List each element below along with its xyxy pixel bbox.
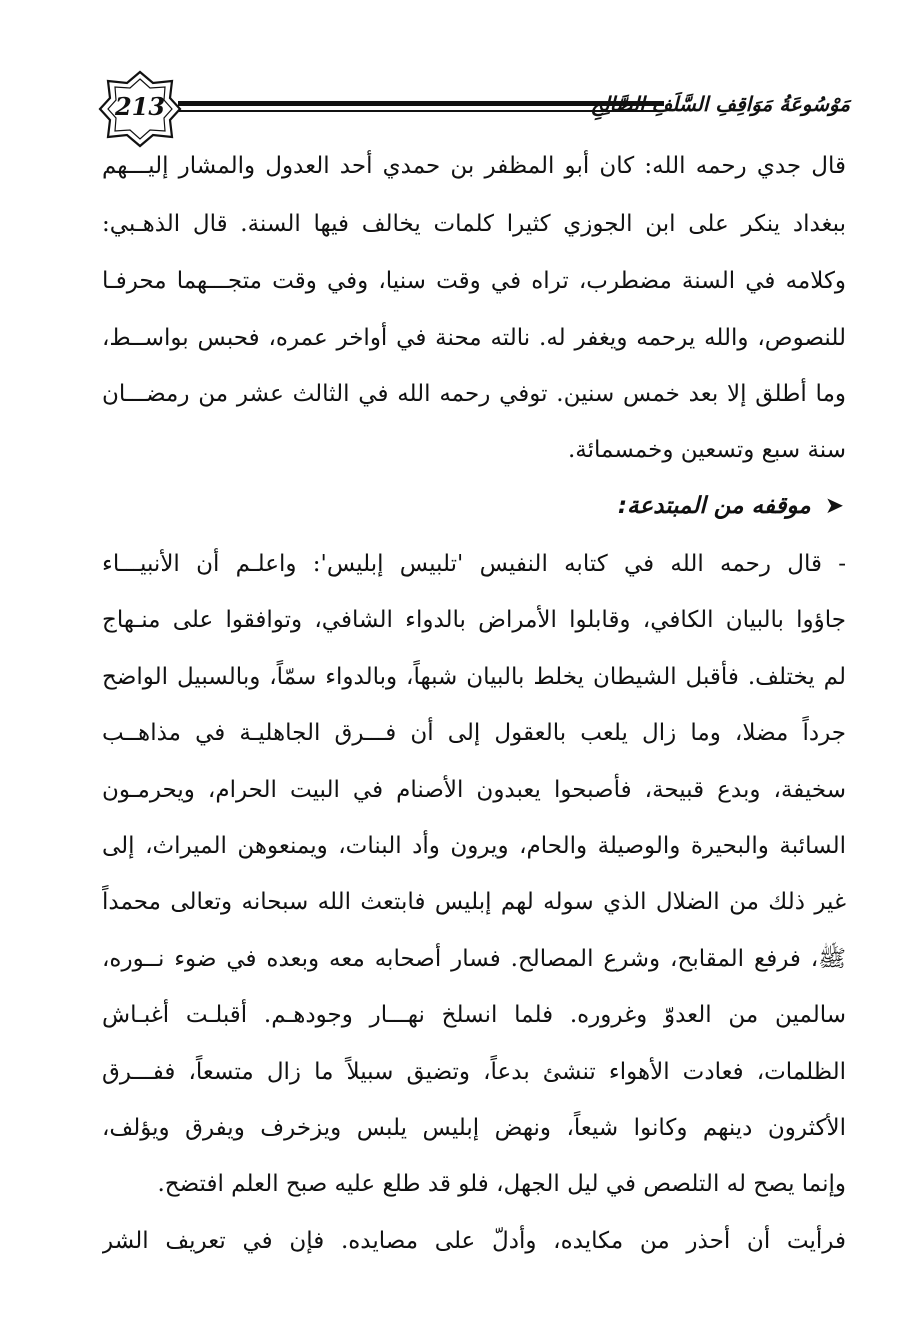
text-line: الأكثرون دينهم وكانوا شيعاً، ونهض إبليس يلبس ويزخرف ويفرق ويؤلف، — [102, 1115, 846, 1141]
text-line: وكلامه في السنة مضطرب، تراه في وقت سنيا، وفي وقت متجـــهما محرفـا — [102, 268, 846, 294]
text-line: غير ذلك من الضلال الذي سوله لهم إبليس فابتعث الله سبحانه وتعالى محمداً — [102, 889, 846, 915]
arrow-icon: ➤ — [824, 493, 844, 519]
text-line: قال جدي رحمه الله: كان أبو المظفر بن حمدي أحد العدول والمشار إليـــهم — [102, 153, 846, 179]
text-line: سالمين من العدوّ وغروره. فلما انسلخ نهـــار وجودهـم. أقبلـت أغبـاش — [102, 1002, 846, 1028]
section-heading — [444, 484, 844, 528]
text-line: فرأيت أن أحذر من مكايده، وأدلّ على مصايده. فإن في تعريف الشر — [102, 1228, 846, 1254]
text-line: لم يختلف. فأقبل الشيطان يخلط بالبيان شبهاً، وبالدواء سمّاً، وبالسبيل الواضح — [102, 664, 846, 690]
text-line: سخيفة، وبدع قبيحة، فأصبحوا يعبدون الأصنام في البيت الحرام، ويحرمـون — [102, 777, 846, 803]
page-number: 213 — [114, 92, 166, 121]
page-number-badge — [98, 70, 182, 148]
text-line: ﷺ، فرفع المقابح، وشرع المصالح. فسار أصحابه معه وبعده في ضوء نــوره، — [102, 946, 846, 972]
page-header — [98, 70, 850, 148]
running-title: مَوْسُوعَةُ مَوَاقِفِ السَّلَفِ الصَّالِحِ — [590, 92, 850, 116]
text-line: سنة سبع وتسعين وخمسمائة. — [568, 437, 846, 463]
text-line: جاؤوا بالبيان الكافي، وقابلوا الأمراض بالدواء الشافي، وتوافقوا على منـهاج — [102, 607, 846, 633]
section-heading-text: موقفه من المبتدعة: — [617, 493, 811, 519]
text-line: السائبة والبحيرة والوصيلة والحام، ويرون وأد البنات، ويمنعوهن الميراث، إلى — [102, 833, 846, 859]
text-line: - قال رحمه الله في كتابه النفيس 'تلبيس إبليس': واعلـم أن الأنبيـــاء — [102, 551, 846, 577]
text-line: وما أطلق إلا بعد خمس سنين. توفي رحمه الله في الثالث عشر من رمضـــان — [102, 381, 846, 407]
text-line: جرداً مضلا، وما زال يلعب بالعقول إلى أن فـــرق الجاهليـة في مذاهــب — [102, 720, 846, 746]
text-line: للنصوص، والله يرحمه ويغفر له. نالته محنة في أواخر عمره، فحبس بواســط، — [102, 325, 846, 351]
text-line: ببغداد ينكر على ابن الجوزي كثيرا كلمات يخالف فيها السنة. قال الذهـبي: — [102, 211, 846, 237]
text-line: الظلمات، فعادت الأهواء تنشئ بدعاً، وتضيق سبيلاً ما زال متسعاً، ففـــرق — [102, 1059, 846, 1085]
text-line: وإنما يصح له التلصص في ليل الجهل، فلو قد طلع عليه صبح العلم افتضح. — [157, 1171, 846, 1197]
